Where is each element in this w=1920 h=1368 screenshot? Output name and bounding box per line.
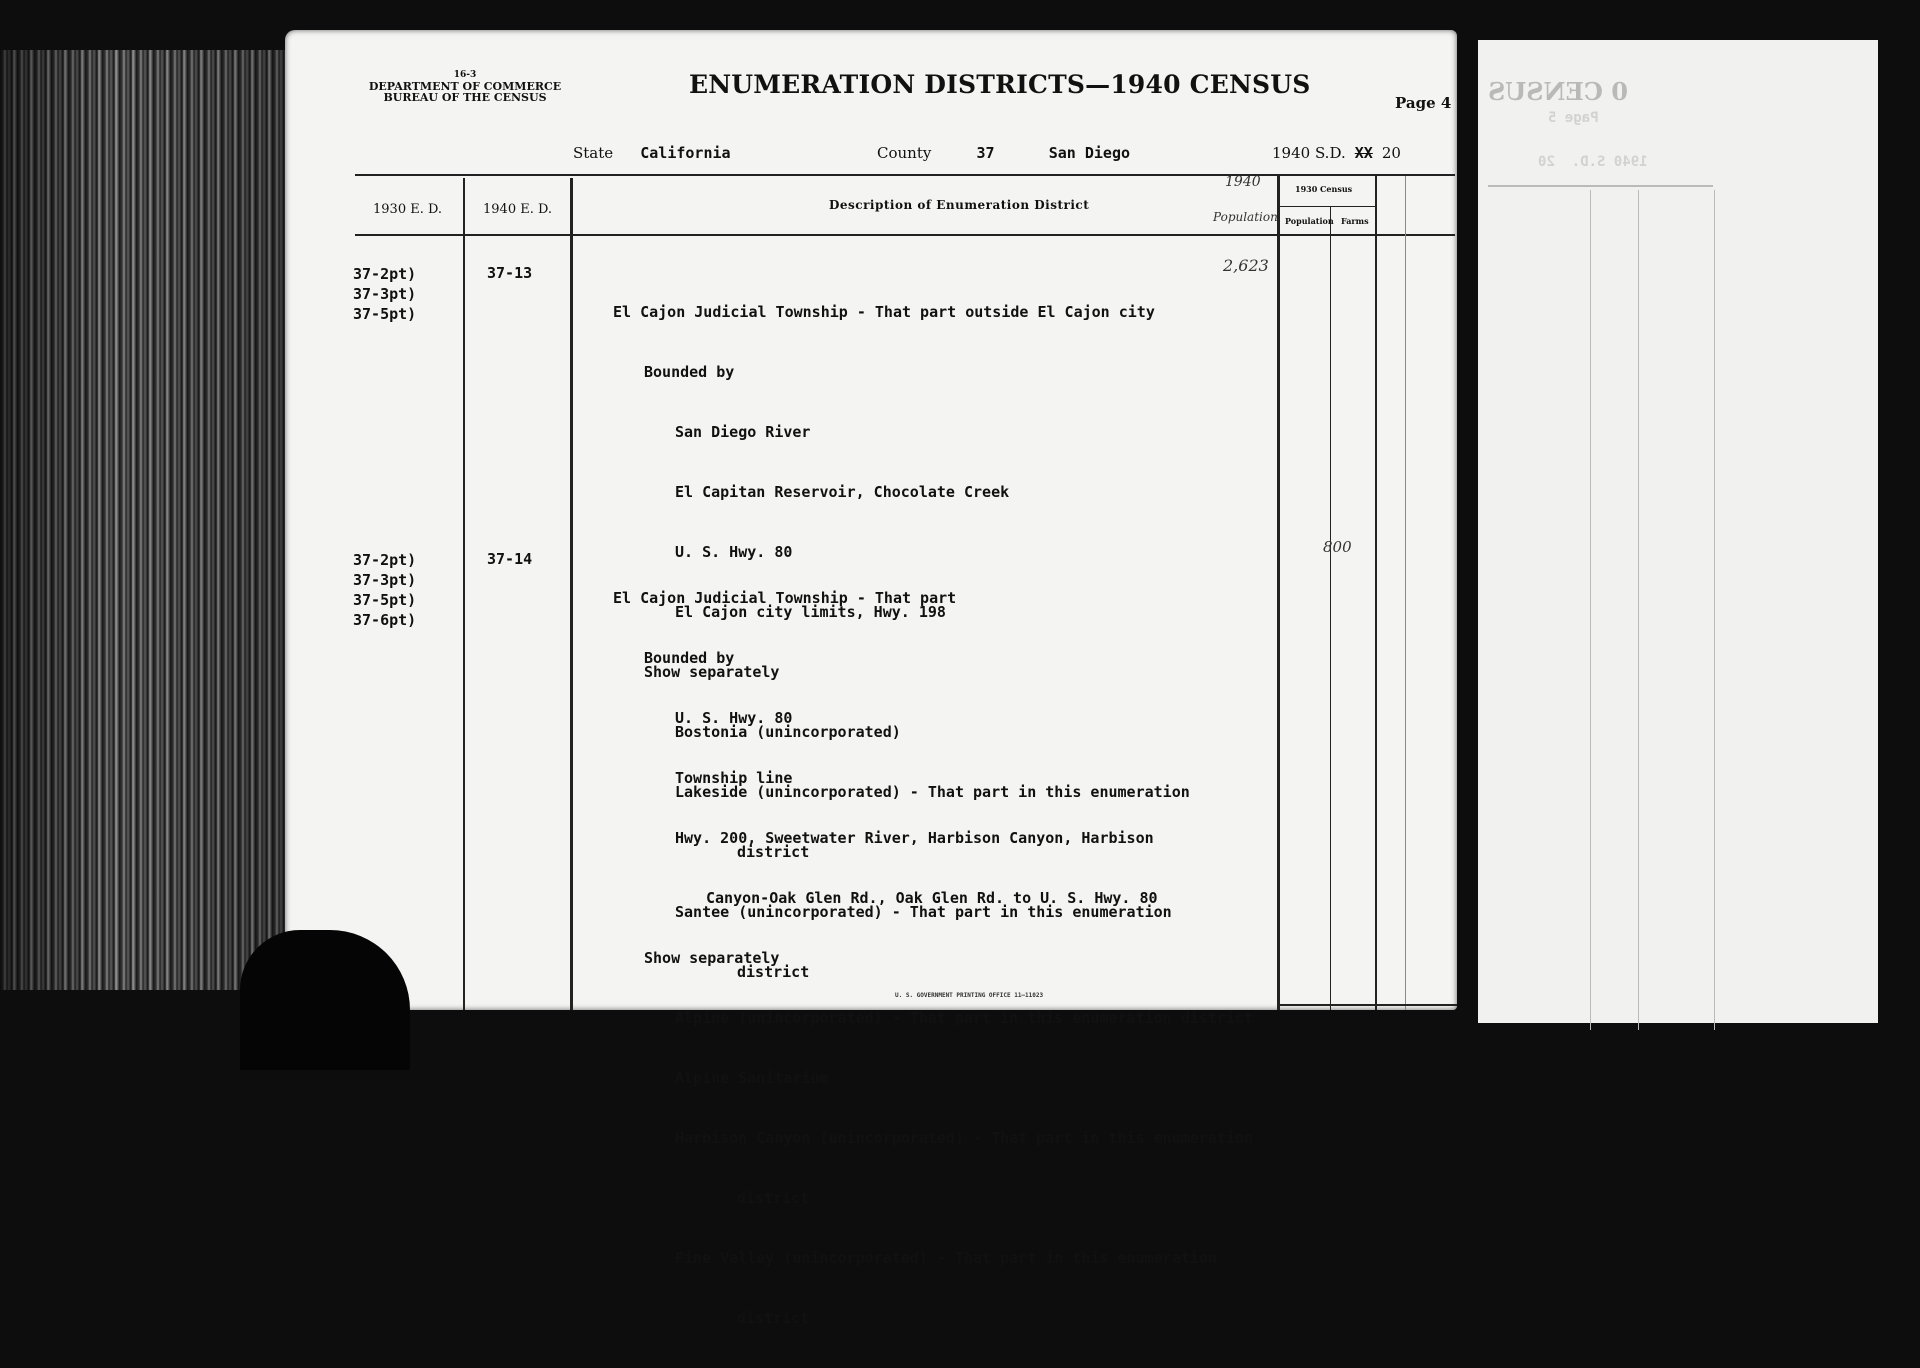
department-header xyxy=(355,70,575,103)
ed-1930-item: 37-2pt) xyxy=(353,551,417,569)
adjacent-page xyxy=(1478,40,1878,1023)
mirrored-title: 0 CENSUS xyxy=(1488,77,1628,106)
handwritten-population: Population xyxy=(1213,210,1278,224)
description-line: Alpine (unincorporated) - That part in this enumeration district xyxy=(675,1009,1253,1027)
description-line: Alpine Sanitarium xyxy=(675,1069,829,1087)
page-title: ENUMERATION DISTRICTS—1940 CENSUS xyxy=(689,70,1311,99)
description-line: district xyxy=(737,843,810,861)
description-line: Show separately xyxy=(644,949,780,967)
col-1940-ed: 1940 E. D. xyxy=(483,202,553,217)
column-rule xyxy=(1277,176,1280,1010)
col-description: Description of Enumeration District xyxy=(829,198,1090,212)
county-field xyxy=(877,144,1130,162)
table-bottom-rule xyxy=(1277,1004,1457,1006)
district-2-description xyxy=(613,548,1253,1368)
column-rule xyxy=(570,178,573,1010)
description-line: district xyxy=(737,1309,810,1327)
header-bottom-rule xyxy=(355,234,1455,236)
description-line: Hwy. 200, Sweetwater River, Harbison Canyon, Harbison xyxy=(675,829,1154,847)
col-1930-census: 1930 Census xyxy=(1295,184,1353,194)
subheader-rule xyxy=(1279,206,1375,207)
description-line: Canyon-Oak Glen Rd., Oak Glen Rd. to U. S. Hwy. 80 xyxy=(706,889,1158,907)
thumb-shadow xyxy=(240,930,410,1070)
district-2-1940-ed: 37-14 xyxy=(487,550,533,568)
form-number: 16-3 xyxy=(453,70,477,80)
description-line: El Capitan Reservoir, Chocolate Creek xyxy=(675,483,1010,501)
ed-1930-item: 37-3pt) xyxy=(353,285,417,303)
handwritten-1940: 1940 xyxy=(1225,174,1261,190)
description-line: U. S. Hwy. 80 xyxy=(675,543,793,561)
mirrored-sd: 1940 S.D. 20 xyxy=(1538,154,1648,170)
state-field xyxy=(573,144,731,162)
description-line: Santee (unincorporated) - That part in this enumeration xyxy=(675,903,1172,921)
ed-1930-item: 37-6pt) xyxy=(353,611,417,629)
ed-1930-item: 37-5pt) xyxy=(353,591,417,609)
col-1930-ed: 1930 E. D. xyxy=(373,202,443,217)
description-line: El Cajon city limits, Hwy. 198 xyxy=(675,603,946,621)
ghost-rule xyxy=(1488,185,1713,187)
district-1-1930-eds xyxy=(353,264,416,324)
district-1-population: 2,623 xyxy=(1223,256,1269,275)
sd-label: 1940 S.D. xyxy=(1272,144,1346,162)
ghost-rule xyxy=(1638,190,1639,1030)
description-line: Lakeside (unincorporated) - That part in this enumeration xyxy=(675,783,1190,801)
description-line: Bostonia (unincorporated) xyxy=(675,723,901,741)
ed-1930-item: 37-2pt) xyxy=(353,265,417,283)
bureau-name: BUREAU OF THE CENSUS xyxy=(383,91,547,104)
ghost-rule xyxy=(1590,190,1591,1030)
state-label: State xyxy=(573,144,614,162)
state-value: California xyxy=(640,144,731,162)
description-line: Township line xyxy=(675,769,793,787)
table-top-rule xyxy=(355,174,1455,176)
column-rule xyxy=(463,178,465,1010)
county-name: San Diego xyxy=(1048,144,1131,162)
mirrored-page-label: Page 5 xyxy=(1548,110,1599,126)
col-1930-population: Population xyxy=(1285,216,1334,226)
district-2-population: 800 xyxy=(1323,538,1352,556)
page-number: Page 4 xyxy=(1395,94,1452,112)
description-line: Show separately xyxy=(644,663,780,681)
description-line: Bounded by xyxy=(644,649,735,667)
census-page xyxy=(285,30,1457,1327)
ed-1930-item: 37-3pt) xyxy=(353,571,417,589)
column-rule xyxy=(1375,176,1377,1010)
county-label: County xyxy=(877,144,932,162)
sd-value: 20 xyxy=(1381,144,1401,162)
column-rule xyxy=(1405,176,1406,1010)
description-line: Pine Valley (unincorporated) - That part in this enumeration xyxy=(675,1249,1217,1267)
description-line: Bounded by xyxy=(644,363,735,381)
description-line: Harbison Canyon (unincorporated) - That part in this enumeration xyxy=(675,1129,1253,1147)
county-number: 37 xyxy=(976,144,995,162)
district-1-1940-ed: 37-13 xyxy=(487,264,533,282)
description-line: El Cajon Judicial Township - That part outside El Cajon city xyxy=(613,303,1155,321)
ghost-rule xyxy=(1714,190,1715,1030)
department-name: DEPARTMENT OF COMMERCE xyxy=(368,80,562,93)
description-line: U. S. Hwy. 80 xyxy=(675,709,793,727)
printing-office-footer: U. S. GOVERNMENT PRINTING OFFICE 11—11023 xyxy=(895,992,1044,999)
column-rule xyxy=(1330,206,1331,1010)
description-line: El Cajon Judicial Township - That part xyxy=(613,589,957,607)
sd-struck: XX xyxy=(1354,144,1373,162)
description-line: district xyxy=(737,963,810,981)
district-2-1930-eds xyxy=(353,550,416,630)
sd-field xyxy=(1272,144,1401,162)
description-line: San Diego River xyxy=(675,423,811,441)
description-line: district xyxy=(737,1189,810,1207)
book-binding xyxy=(0,50,292,990)
ed-1930-item: 37-5pt) xyxy=(353,305,417,323)
col-1930-farms: Farms xyxy=(1341,216,1369,226)
